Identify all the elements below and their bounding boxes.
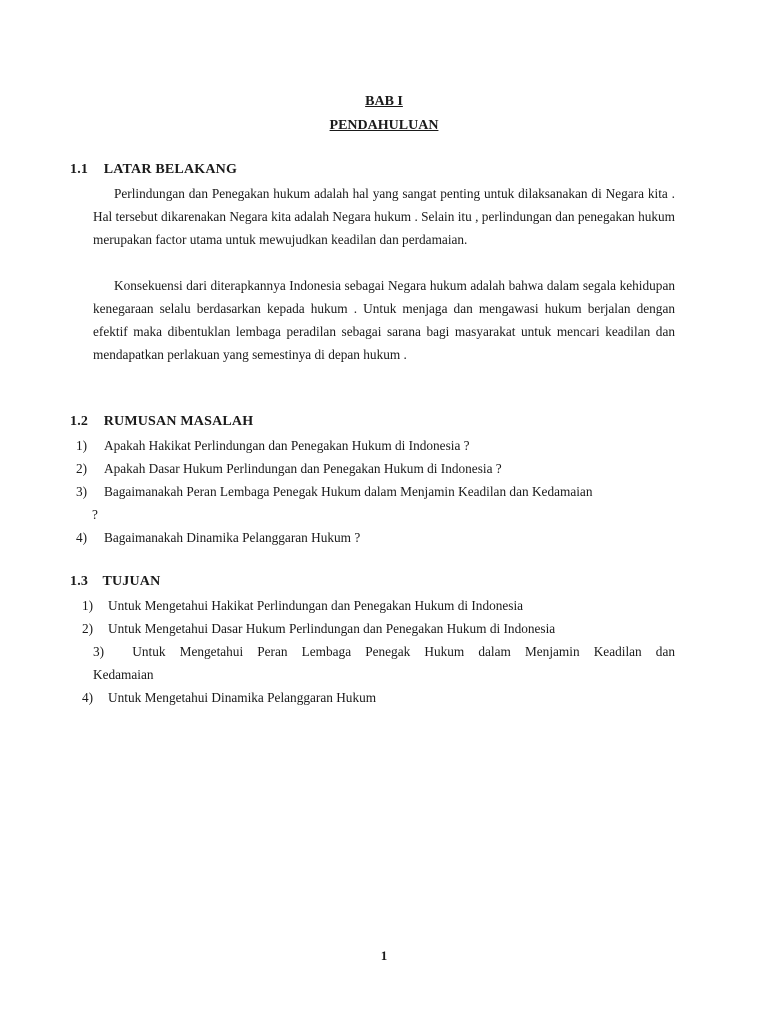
list-text: Untuk Mengetahui Peran Lembaga Penegak Hukum dalam Menjamin Keadilan dan <box>132 644 676 659</box>
list-text: Apakah Hakikat Perlindungan dan Penegakan Hukum di Indonesia ? <box>104 438 470 453</box>
section-title: RUMUSAN MASALAH <box>103 414 254 429</box>
list-number: 2) <box>82 621 94 636</box>
list-number: 4) <box>76 530 88 545</box>
list-text: Untuk Mengetahui Dinamika Pelanggaran Hukum <box>108 690 377 705</box>
paragraph-text: Konsekuensi dari diterapkannya Indonesia sebagai Negara hukum adalah bahwa dalam segala kehidupan kenegaraan selalu berdasarkan kepada hukum . Untuk menjaga dan mengawasi hukum berjalan dengan efektif maka dibentuklan lembaga peradilan sebagai sarana bagi masyarakat untuk mencari keadilan dan mendapatkan perlakuan yang semestinya di depan hukum . <box>93 278 675 362</box>
list-number: 1) <box>82 598 94 613</box>
section-heading-tujuan <box>70 574 160 590</box>
paragraph-latar-belakang-2 <box>93 274 675 366</box>
section-heading-latar-belakang <box>70 162 237 178</box>
list-item <box>93 640 675 663</box>
list-item <box>76 526 360 549</box>
list-item <box>82 686 376 709</box>
list-text: Apakah Dasar Hukum Perlindungan dan Penegakan Hukum di Indonesia ? <box>104 461 502 476</box>
paragraph-text: Perlindungan dan Penegakan hukum adalah hal yang sangat penting untuk dilaksanakan di Negara kita . Hal tersebut dikarenakan Negara kita adalah Negara hukum . Selain itu , perlindungan dan penegakan hukum merupakan factor utama untuk mewujudkan keadilan dan perdamaian. <box>93 186 675 247</box>
section-number: 1.1 <box>70 162 89 177</box>
list-item <box>76 434 470 457</box>
list-text: Bagaimanakah Peran Lembaga Penegak Hukum dalam Menjamin Keadilan dan Kedamaian <box>104 484 593 499</box>
list-number: 3) <box>76 484 88 499</box>
list-text: Bagaimanakah Dinamika Pelanggaran Hukum ? <box>104 530 361 545</box>
section-heading-rumusan-masalah <box>70 414 253 430</box>
section-title: LATAR BELAKANG <box>103 162 238 177</box>
list-item <box>82 594 523 617</box>
paragraph-latar-belakang-1 <box>93 182 675 251</box>
list-number: 2) <box>76 461 88 476</box>
list-number: 4) <box>82 690 94 705</box>
list-item-continuation: ? <box>92 507 98 522</box>
list-item <box>76 457 502 480</box>
chapter-label: BAB I <box>365 94 403 109</box>
section-number: 1.2 <box>70 414 89 429</box>
list-text: Untuk Mengetahui Hakikat Perlindungan dan Penegakan Hukum di Indonesia <box>108 598 524 613</box>
list-item-continuation: Kedamaian <box>93 667 154 682</box>
list-number: 3) <box>93 644 105 659</box>
list-number: 1) <box>76 438 88 453</box>
list-item <box>82 617 555 640</box>
section-title: TUJUAN <box>102 574 161 589</box>
section-number: 1.3 <box>70 574 89 589</box>
list-item <box>76 480 593 503</box>
page-number: 1 <box>380 948 388 963</box>
list-text: Untuk Mengetahui Dasar Hukum Perlindungan dan Penegakan Hukum di Indonesia <box>108 621 556 636</box>
chapter-title: PENDAHULUAN <box>329 118 439 133</box>
